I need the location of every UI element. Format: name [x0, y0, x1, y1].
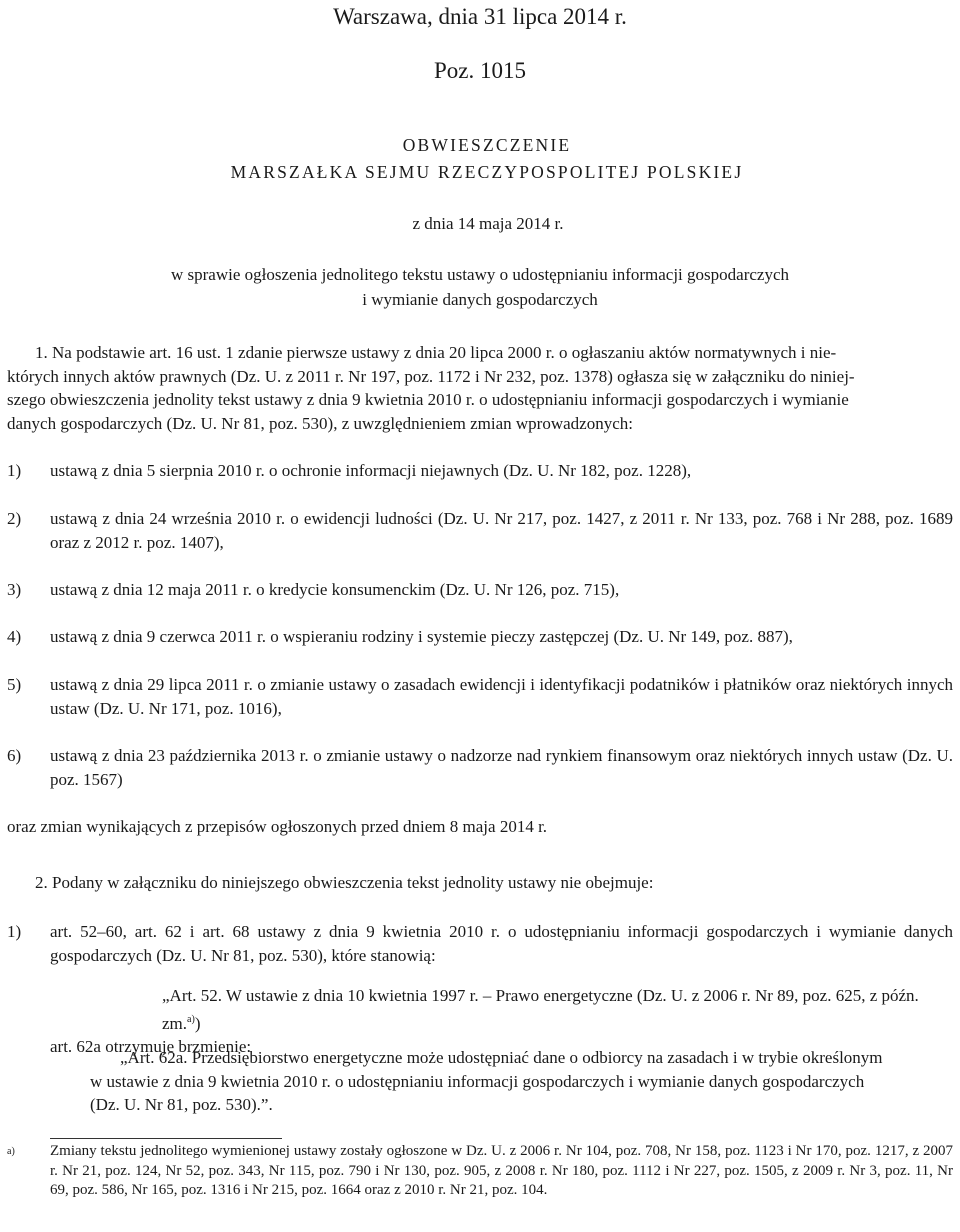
footnote-text: Zmiany tekstu jednolitego wymienionej ustawy zostały ogłoszone w Dz. U. z 2006 r. Nr 104, poz. 708, Nr 158, poz. 1123 i Nr 170, poz. 1217, z 2007 r. Nr 21, poz. 124, Nr 52, poz. 343, Nr 115, poz. 790 i Nr 130, poz. 905, z 2008 r. Nr 180, poz. 1112 i Nr 227, poz. 1505, z 2009 r. Nr 3, poz. 11, Nr 69, poz. 586, Nr 165, poz. 1316 i Nr 215, poz. 1664 oraz z 2010 r. Nr 21, poz. 104. [50, 1143, 953, 1198]
subject [0, 262, 960, 312]
list-item [7, 625, 953, 649]
quote-art-62a-line-2: w ustawie z dnia 9 kwietnia 2010 r. o udostępnianiu informacji gospodarczych i wymianie danych gospodarczych [90, 1071, 865, 1091]
paragraph-1-line-4: danych gospodarczych (Dz. U. Nr 81, poz. 530), z uwzględnieniem zmian wprowadzonych: [7, 413, 633, 433]
paragraph-1-line-2: których innych aktów prawnych (Dz. U. z 2011 r. Nr 197, poz. 1172 i Nr 232, poz. 1378) ogłasza się w załączniku do niniej- [7, 366, 855, 386]
list-item-text: ustawą z dnia 5 sierpnia 2010 r. o ochronie informacji niejawnych (Dz. U. Nr 182, poz. 1228), [50, 461, 692, 480]
list-item-text: ustawą z dnia 23 października 2013 r. o zmianie ustawy o nadzorze nad rynkiem finansowym oraz niektórych innych ustaw (Dz. U. poz. 1567) [50, 746, 953, 789]
paragraph-1-line-1: 1. Na podstawie art. 16 ust. 1 zdanie pierwsze ustawy z dnia 20 lipca 2000 r. o ogłaszaniu aktów normatywnych i nie- [35, 343, 837, 362]
title-line-2: MARSZAŁKA SEJMU RZECZYPOSPOLITEJ POLSKIEJ [230, 162, 744, 182]
paragraph-1-line-3: szego obwieszczenia jednolity tekst ustawy z dnia 9 kwietnia 2010 r. o udostępnianiu informacji gospodarczych i wymianie [7, 390, 849, 409]
quote-art-52-line-2: art. 62a otrzymuje brzmienie: [50, 1037, 252, 1056]
subject-line-1: w sprawie ogłoszenia jednolitego tekstu ustawy o udostępnianiu informacji gospodarczych [171, 265, 789, 284]
quote-art-52-close: ) [194, 1013, 201, 1033]
list-item-number: 4) [7, 627, 22, 646]
list-item [7, 578, 953, 602]
title-line-1: OBWIESZCZENIE [402, 135, 572, 155]
list-item-text: ustawą z dnia 24 września 2010 r. o ewidencji ludności (Dz. U. Nr 217, poz. 1427, z 2011 r. Nr 133, poz. 768 i Nr 288, poz. 1689 oraz z 2012 r. poz. 1407), [50, 509, 953, 552]
list-item-number: 5) [7, 675, 22, 694]
footnote-divider [50, 1138, 282, 1139]
list-item-number: 1) [7, 461, 22, 480]
list-item [7, 673, 953, 720]
quote-art-62a-line-1: „Art. 62a. Przedsiębiorstwo energetyczne może udostępniać dane o odbiorcy na zasadach i w trybie określonym [120, 1048, 883, 1067]
list-item-number: 3) [7, 580, 22, 599]
oraz-line: oraz zmian wynikających z przepisów ogłoszonych przed dniem 8 maja 2014 r. [7, 817, 548, 836]
list-item-text: ustawą z dnia 9 czerwca 2011 r. o wspieraniu rodziny i systemie pieczy zastępczej (Dz. U. Nr 149, poz. 887), [50, 627, 793, 646]
quote-art-52-text: „Art. 52. W ustawie z dnia 10 kwietnia 1997 r. – Prawo energetyczne (Dz. U. z 2006 r. Nr 89, poz. 625, z późn. zm. [162, 986, 919, 1033]
exclusion-item-number: 1) [7, 922, 22, 941]
list-item-text: ustawą z dnia 12 maja 2011 r. o kredycie konsumenckim (Dz. U. Nr 126, poz. 715), [50, 580, 620, 599]
list-item [7, 744, 953, 791]
exclusion-item-text: art. 52–60, art. 62 i art. 68 ustawy z dnia 9 kwietnia 2010 r. o udostępnianiu informacji gospodarczych i wymianie danych gospodarczych (Dz. U. Nr 81, poz. 530), które stanowią: [50, 922, 953, 965]
quote-art-52-line-1 [50, 984, 953, 1035]
list-item [7, 507, 953, 554]
footnote-mark: a) [7, 1146, 15, 1157]
header-position: Poz. 1015 [434, 58, 526, 83]
quote-art-62a-line-3: (Dz. U. Nr 81, poz. 530).”. [90, 1095, 273, 1114]
list-item-text: ustawą z dnia 29 lipca 2011 r. o zmianie ustawy o zasadach ewidencji i identyfikacji podatników i płatników oraz niektórych innych ustaw (Dz. U. Nr 171, poz. 1016), [50, 675, 953, 718]
list-item-number: 2) [7, 509, 22, 528]
announcement-date: z dnia 14 maja 2014 r. [412, 214, 564, 233]
quote-art-62a [90, 1046, 953, 1117]
subject-line-2: i wymianie danych gospodarczych [362, 290, 598, 309]
header-place-date: Warszawa, dnia 31 lipca 2014 r. [333, 4, 627, 29]
exclusion-item [7, 920, 953, 967]
list-item [7, 459, 953, 483]
paragraph-1 [7, 341, 953, 435]
footnote [7, 1142, 953, 1201]
list-item-number: 6) [7, 746, 22, 765]
paragraph-2: 2. Podany w załączniku do niniejszego obwieszczenia tekst jednolity ustawy nie obejmuje: [35, 873, 654, 892]
footnote-reference[interactable]: a) [187, 1013, 195, 1025]
